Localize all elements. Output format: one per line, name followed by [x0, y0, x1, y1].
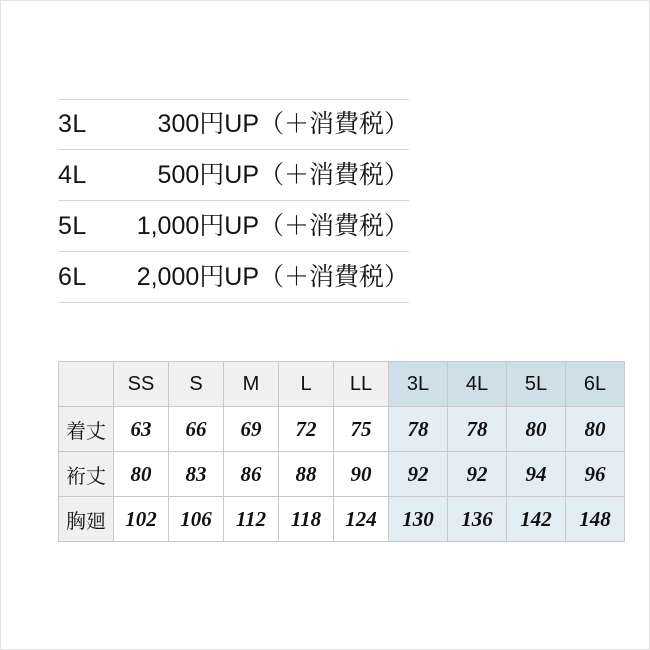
column-header-ss: SS — [114, 362, 169, 407]
cell-yukitake-m: 86 — [224, 452, 279, 497]
row-header-kitake: 着丈 — [59, 407, 114, 452]
price-size-label: 6L — [58, 262, 87, 291]
price-surcharge-list — [58, 99, 409, 303]
price-row — [58, 252, 409, 303]
cell-munemawari-6l: 148 — [566, 497, 625, 542]
price-amount-label: 500円UP（＋消費税） — [157, 160, 409, 189]
cell-kitake-4l: 78 — [448, 407, 507, 452]
column-header-s: S — [169, 362, 224, 407]
table-row — [59, 497, 625, 542]
price-row — [58, 150, 409, 201]
cell-kitake-6l: 80 — [566, 407, 625, 452]
cell-kitake-m: 69 — [224, 407, 279, 452]
cell-munemawari-l: 118 — [279, 497, 334, 542]
table-header-row — [59, 362, 625, 407]
cell-kitake-3l: 78 — [389, 407, 448, 452]
cell-munemawari-ss: 102 — [114, 497, 169, 542]
row-header-munemawari: 胸廻 — [59, 497, 114, 542]
column-header-m: M — [224, 362, 279, 407]
price-size-label: 4L — [58, 160, 87, 189]
column-header-6l: 6L — [566, 362, 625, 407]
column-header-5l: 5L — [507, 362, 566, 407]
cell-kitake-ss: 63 — [114, 407, 169, 452]
table-row — [59, 407, 625, 452]
cell-yukitake-l: 88 — [279, 452, 334, 497]
cell-yukitake-s: 83 — [169, 452, 224, 497]
price-amount-label: 2,000円UP（＋消費税） — [136, 262, 409, 291]
table-row — [59, 452, 625, 497]
cell-yukitake-ll: 90 — [334, 452, 389, 497]
cell-munemawari-m: 112 — [224, 497, 279, 542]
column-header-3l: 3L — [389, 362, 448, 407]
cell-yukitake-ss: 80 — [114, 452, 169, 497]
size-measurement-table — [58, 361, 625, 542]
price-amount-label: 300円UP（＋消費税） — [157, 110, 409, 138]
cell-munemawari-3l: 130 — [389, 497, 448, 542]
column-header-ll: LL — [334, 362, 389, 407]
cell-munemawari-5l: 142 — [507, 497, 566, 542]
cell-yukitake-6l: 96 — [566, 452, 625, 497]
cell-munemawari-4l: 136 — [448, 497, 507, 542]
column-header-l: L — [279, 362, 334, 407]
price-amount-label: 1,000円UP（＋消費税） — [136, 211, 409, 240]
price-row — [58, 99, 409, 150]
row-header-yukitake: 裄丈 — [59, 452, 114, 497]
cell-yukitake-3l: 92 — [389, 452, 448, 497]
table-corner-cell — [59, 362, 114, 407]
cell-munemawari-s: 106 — [169, 497, 224, 542]
price-row — [58, 201, 409, 252]
price-size-label: 3L — [58, 110, 87, 138]
price-size-label: 5L — [58, 211, 87, 240]
column-header-4l: 4L — [448, 362, 507, 407]
cell-kitake-ll: 75 — [334, 407, 389, 452]
cell-kitake-5l: 80 — [507, 407, 566, 452]
cell-yukitake-4l: 92 — [448, 452, 507, 497]
cell-kitake-s: 66 — [169, 407, 224, 452]
cell-kitake-l: 72 — [279, 407, 334, 452]
cell-munemawari-ll: 124 — [334, 497, 389, 542]
cell-yukitake-5l: 94 — [507, 452, 566, 497]
